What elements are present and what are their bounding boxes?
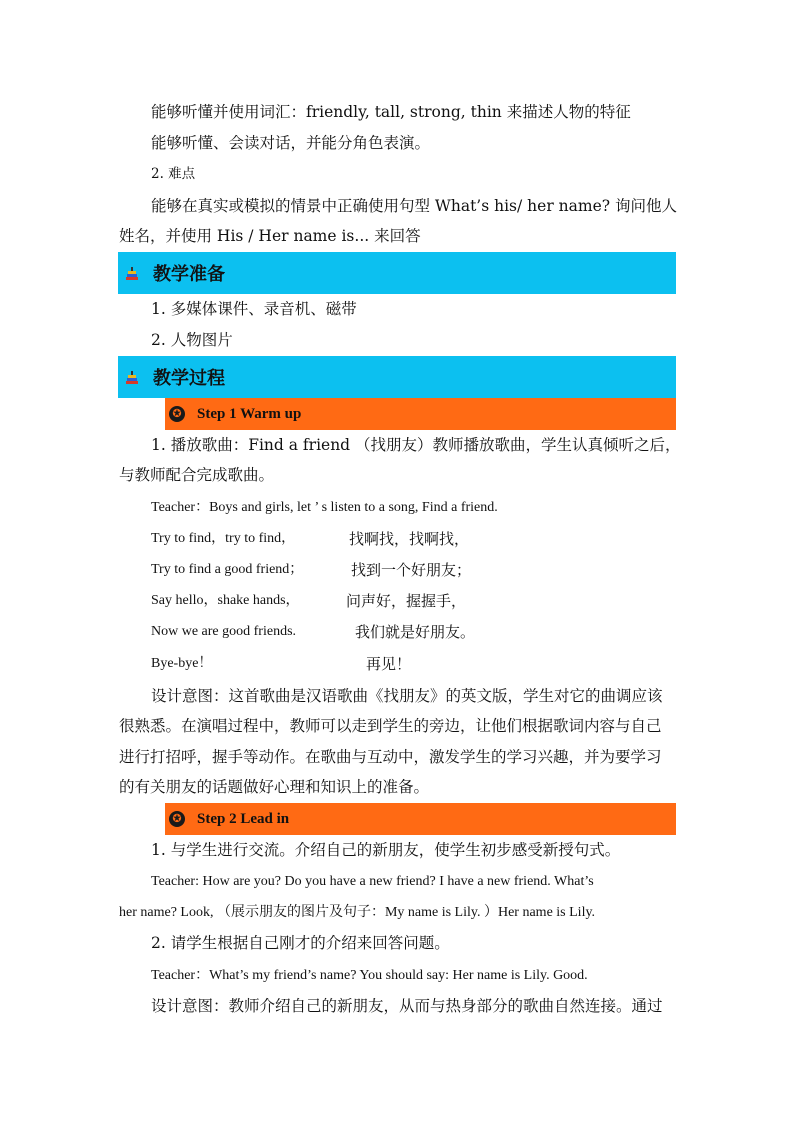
step1-paragraph-line-1: 1. 播放歌曲：Find a friend （找朋友）教师播放歌曲，学生认真倾听之后， — [151, 436, 681, 454]
difficulty-line-1: 能够在真实或模拟的情景中正确使用句型 What’s his/ her name? 询问他人 — [151, 197, 677, 215]
section-bar-preparation — [118, 252, 676, 294]
book-stack-icon — [125, 370, 139, 384]
book-stack-icon — [125, 266, 139, 280]
prep-item-1: 1. 多媒体课件、录音机、磁带 — [151, 300, 357, 318]
lyric-en-2: Try to find a good friend； — [151, 562, 304, 577]
step-label-warm-up: Step 1 Warm up — [197, 405, 302, 422]
lyric-en-5: Bye-bye！ — [151, 656, 213, 671]
lyric-en-1: Try to find，try to find， — [151, 531, 296, 546]
step-bar-warm-up — [165, 398, 676, 430]
lyric-zh-2: 找到一个好朋友； — [351, 561, 472, 579]
step1-design-line-1: 设计意图：这首歌曲是汉语歌曲《找朋友》的英文版，学生对它的曲调应该 — [151, 687, 663, 705]
star-circle-icon: ✪ — [169, 811, 185, 827]
lyric-zh-5: 再见！ — [366, 655, 412, 673]
section-title-process: 教学过程 — [153, 368, 225, 389]
step-label-lead-in: Step 2 Lead in — [197, 810, 290, 827]
lyric-en-3: Say hello，shake hands， — [151, 593, 300, 608]
step2-teacher-line-3: Teacher：What’s my friend’s name? You should say: Her name is Lily. Good. — [151, 968, 588, 983]
teacher-line-song: Teacher：Boys and girls, let ’ s listen to a song, Find a friend. — [151, 500, 498, 515]
step1-paragraph-line-2: 与教师配合完成歌曲。 — [119, 466, 275, 484]
step2-paragraph-1: 1. 与学生进行交流。介绍自己的新朋友，使学生初步感受新授句式。 — [151, 841, 621, 859]
step2-teacher-line-2: her name? Look, （展示朋友的图片及句子：My name is Lily. ）Her name is Lily. — [119, 905, 596, 920]
difficulty-heading: 2. 难点 — [151, 166, 196, 182]
step2-paragraph-2: 2. 请学生根据自己刚才的介绍来回答问题。 — [151, 934, 450, 952]
step1-design-line-3: 进行打招呼，握手等动作。在歌曲与互动中，激发学生的学习兴趣，并为要学习 — [119, 748, 662, 766]
lyric-en-4: Now we are good friends. — [151, 624, 297, 639]
prep-item-2: 2. 人物图片 — [151, 331, 233, 349]
lyric-zh-1: 找啊找，找啊找， — [349, 530, 470, 548]
step1-design-line-4: 的有关朋友的话题做好心理和知识上的准备。 — [119, 778, 430, 796]
step2-design-line-1: 设计意图：教师介绍自己的新朋友，从而与热身部分的歌曲自然连接。通过 — [151, 997, 663, 1015]
lyric-zh-3: 问声好，握握手， — [346, 592, 467, 610]
step1-design-line-2: 很熟悉。在演唱过程中，教师可以走到学生的旁边，让他们根据歌词内容与自己 — [119, 717, 662, 735]
step-bar-lead-in — [165, 803, 676, 835]
step2-teacher-line-1: Teacher: How are you? Do you have a new friend? I have a new friend. What’s — [151, 874, 594, 889]
difficulty-line-2: 姓名，并使用 His / Her name is... 来回答 — [119, 227, 421, 245]
goal-line-dialogue: 能够听懂、会读对话，并能分角色表演。 — [151, 134, 431, 152]
lyric-zh-4: 我们就是好朋友。 — [355, 623, 476, 641]
goal-line-vocabulary: 能够听懂并使用词汇：friendly, tall, strong, thin 来描述人物的特征 — [151, 103, 631, 121]
section-title-preparation: 教学准备 — [153, 264, 225, 285]
star-circle-icon: ✪ — [169, 406, 185, 422]
section-bar-process — [118, 356, 676, 398]
